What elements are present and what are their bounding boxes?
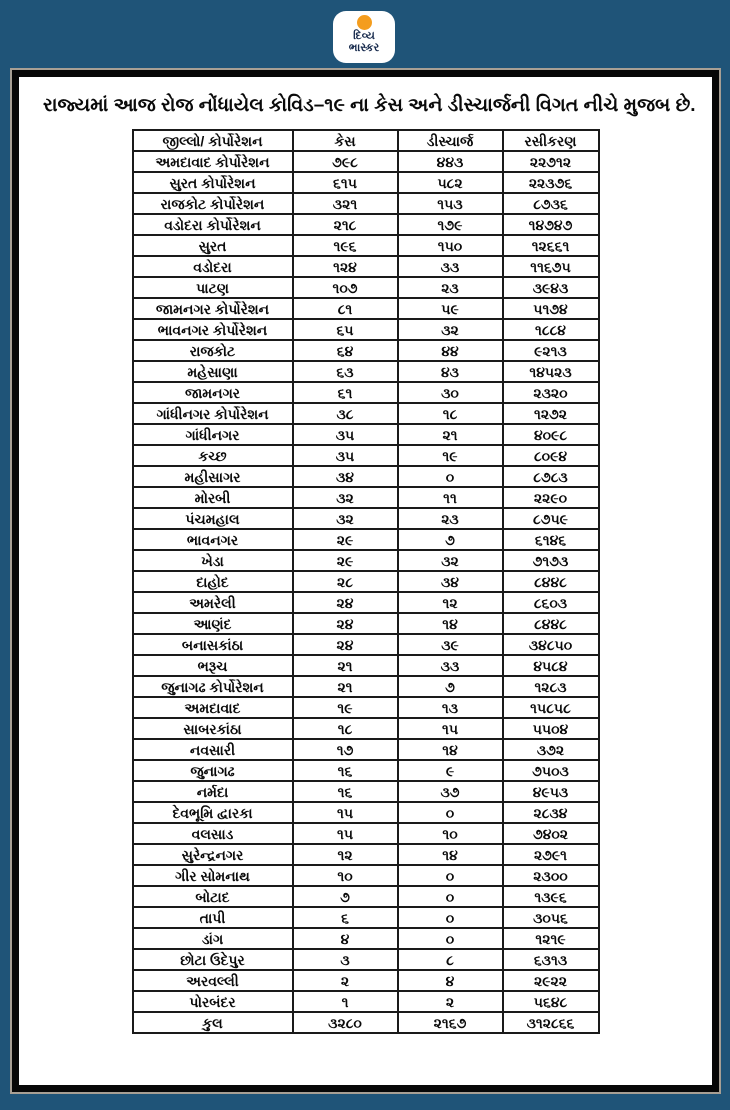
value-cell: ૯	[398, 760, 503, 781]
value-cell: ૧૬	[293, 760, 398, 781]
value-cell: ૧૬	[293, 781, 398, 802]
value-cell: ૫૬૪૮	[503, 991, 599, 1012]
value-cell: ૨૨૯૦	[503, 487, 599, 508]
report-title: રાજ્યમાં આજ રોજ નોંધાયેલ કોવિડ–૧૯ ના કેસ અને ડીસ્ચાર્જની વિગત નીચે મુજબ છે.	[43, 95, 696, 116]
value-cell: ૧૦	[293, 865, 398, 886]
table-row	[133, 340, 599, 361]
district-cell: અરવલ્લી	[133, 970, 293, 991]
district-cell: કચ્છ	[133, 445, 293, 466]
district-cell: પંચમહાલ	[133, 508, 293, 529]
table-row	[133, 298, 599, 319]
logo-text-line2: ભાસ્કર	[348, 41, 380, 54]
value-cell: ૬૩	[293, 361, 398, 382]
district-cell: વડોદરા	[133, 256, 293, 277]
value-cell: ૫૧૭૪	[503, 298, 599, 319]
table-row	[133, 529, 599, 550]
value-cell: ૮૪૪૮	[503, 613, 599, 634]
value-cell: ૨૧	[398, 424, 503, 445]
district-cell: મહીસાગર	[133, 466, 293, 487]
value-cell: ૩૭	[398, 781, 503, 802]
value-cell: ૧૨	[293, 844, 398, 865]
value-cell: ૧૮	[293, 718, 398, 739]
table-row	[133, 739, 599, 760]
table-row	[133, 382, 599, 403]
value-cell: ૩૨૮૦	[293, 1012, 398, 1033]
district-cell: રાજકોટ કોર્પોરેશન	[133, 193, 293, 214]
table-row	[133, 151, 599, 172]
table-row	[133, 991, 599, 1012]
value-cell: ૧૦૭	[293, 277, 398, 298]
value-cell: ૦	[398, 928, 503, 949]
value-cell: ૧૧	[398, 487, 503, 508]
district-cell: સુરત	[133, 235, 293, 256]
table-row	[133, 172, 599, 193]
value-cell: ૨૩૦૦	[503, 865, 599, 886]
logo-orange-dot-icon	[357, 15, 372, 30]
value-cell: ૩૭૨	[503, 739, 599, 760]
value-cell: ૨૨૩૭૬	[503, 172, 599, 193]
table-row	[133, 445, 599, 466]
table-row	[133, 319, 599, 340]
value-cell: ૪૪૩	[398, 151, 503, 172]
value-cell: ૨૪	[293, 634, 398, 655]
value-cell: ૧૦	[398, 823, 503, 844]
district-cell: પાટણ	[133, 277, 293, 298]
value-cell: ૧૫૦	[398, 235, 503, 256]
value-cell: ૮૧	[293, 298, 398, 319]
value-cell: ૩૨	[293, 508, 398, 529]
value-cell: ૧૫	[293, 823, 398, 844]
value-cell: ૨	[398, 991, 503, 1012]
header-vaccination: રસીકરણ	[503, 130, 599, 151]
value-cell: ૬૩૧૩	[503, 949, 599, 970]
value-cell: ૨૯	[293, 529, 398, 550]
value-cell: ૪૦૯૮	[503, 424, 599, 445]
value-cell: ૩૪	[293, 466, 398, 487]
district-cell: નર્મદા	[133, 781, 293, 802]
table-row	[133, 508, 599, 529]
value-cell: ૬૧૫	[293, 172, 398, 193]
header-district-corporation: જીલ્લો/ કોર્પોરેશન	[133, 130, 293, 151]
value-cell: ૧૪૫૨૩	[503, 361, 599, 382]
value-cell: ૪	[293, 928, 398, 949]
table-row	[133, 781, 599, 802]
value-cell: ૩૩	[398, 655, 503, 676]
value-cell: ૮૬૦૩	[503, 592, 599, 613]
covid-data-table	[132, 129, 600, 1034]
district-cell: રાજકોટ	[133, 340, 293, 361]
value-cell: ૪૩	[398, 361, 503, 382]
district-cell: છોટા ઉદેપુર	[133, 949, 293, 970]
value-cell: ૧૩૯૬	[503, 886, 599, 907]
table-row	[133, 235, 599, 256]
value-cell: ૧૨૬૬૧	[503, 235, 599, 256]
value-cell: ૩૯૪૩	[503, 277, 599, 298]
district-cell: ગાંધીનગર કોર્પોરેશન	[133, 403, 293, 424]
value-cell: ૩૨	[293, 487, 398, 508]
district-cell: અમદાવાદ કોર્પોરેશન	[133, 151, 293, 172]
district-cell: તાપી	[133, 907, 293, 928]
district-cell: ભાવનગર કોર્પોરેશન	[133, 319, 293, 340]
value-cell: ૧૪	[398, 844, 503, 865]
value-cell: ૨૩૨૦	[503, 382, 599, 403]
value-cell: ૩૦	[398, 382, 503, 403]
value-cell: ૪૯૫૩	[503, 781, 599, 802]
value-cell: ૨૪	[293, 613, 398, 634]
value-cell: ૭૫૦૩	[503, 760, 599, 781]
district-cell: મોરબી	[133, 487, 293, 508]
table-row	[133, 613, 599, 634]
district-cell: અમદાવાદ	[133, 697, 293, 718]
table-row	[133, 760, 599, 781]
district-cell: બનાસકાંઠા	[133, 634, 293, 655]
district-cell: ખેડા	[133, 550, 293, 571]
value-cell: ૮	[398, 949, 503, 970]
value-cell: ૩૨૧	[293, 193, 398, 214]
value-cell: ૧૨	[398, 592, 503, 613]
district-cell: સાબરકાંઠા	[133, 718, 293, 739]
value-cell: ૩૦૫૬	[503, 907, 599, 928]
table-row	[133, 676, 599, 697]
value-cell: ૩૫	[293, 445, 398, 466]
value-cell: ૦	[398, 466, 503, 487]
value-cell: ૧૪૭૪૭	[503, 214, 599, 235]
district-cell: પોરબંદર	[133, 991, 293, 1012]
table-row	[133, 655, 599, 676]
value-cell: ૬૧	[293, 382, 398, 403]
value-cell: ૩	[293, 949, 398, 970]
value-cell: ૭	[398, 676, 503, 697]
value-cell: ૩૩	[398, 256, 503, 277]
value-cell: ૮૭૩૬	[503, 193, 599, 214]
value-cell: ૨૨૭૧૨	[503, 151, 599, 172]
value-cell: ૭૪૦૨	[503, 823, 599, 844]
value-cell: ૧૫	[398, 718, 503, 739]
value-cell: ૨૯૨૨	[503, 970, 599, 991]
table-total-row	[133, 1012, 599, 1033]
value-cell: ૭	[398, 529, 503, 550]
table-body	[133, 151, 599, 1033]
value-cell: ૭૧૭૩	[503, 550, 599, 571]
district-cell: ગીર સોમનાથ	[133, 865, 293, 886]
table-row	[133, 592, 599, 613]
value-cell: ૧૫૩	[398, 193, 503, 214]
district-cell: દાહોદ	[133, 571, 293, 592]
value-cell: ૨૮	[293, 571, 398, 592]
table-row	[133, 697, 599, 718]
value-cell: ૧૯	[398, 445, 503, 466]
table-row	[133, 928, 599, 949]
district-cell: દેવભૂમિ દ્વારકા	[133, 802, 293, 823]
logo-wordmark	[349, 31, 379, 54]
table-row	[133, 487, 599, 508]
value-cell: ૨	[293, 970, 398, 991]
value-cell: ૨૩	[398, 508, 503, 529]
value-cell: ૪૪	[398, 340, 503, 361]
value-cell: ૦	[398, 907, 503, 928]
district-cell: ભરૂચ	[133, 655, 293, 676]
value-cell: ૧	[293, 991, 398, 1012]
district-cell: વડોદરા કોર્પોરેશન	[133, 214, 293, 235]
value-cell: ૯૨૧૩	[503, 340, 599, 361]
divya-bhaskar-logo	[333, 11, 395, 63]
value-cell: ૦	[398, 865, 503, 886]
district-cell: વલસાડ	[133, 823, 293, 844]
district-cell: અમરેલી	[133, 592, 293, 613]
value-cell: ૬૫	[293, 319, 398, 340]
value-cell: ૮૭૮૩	[503, 466, 599, 487]
district-cell: સુરત કોર્પોરેશન	[133, 172, 293, 193]
table-row	[133, 718, 599, 739]
value-cell: ૨૪	[293, 592, 398, 613]
table-row	[133, 403, 599, 424]
value-cell: ૨૭૯૧	[503, 844, 599, 865]
value-cell: ૩૯	[398, 634, 503, 655]
table-header-row	[133, 130, 599, 151]
value-cell: ૧૯૬	[293, 235, 398, 256]
table-row	[133, 844, 599, 865]
district-cell: જામનગર	[133, 382, 293, 403]
district-cell: મહેસાણા	[133, 361, 293, 382]
value-cell: ૩૨	[398, 319, 503, 340]
district-cell: જુનાગઢ કોર્પોરેશન	[133, 676, 293, 697]
value-cell: ૮૪૪૮	[503, 571, 599, 592]
value-cell: ૭૯૮	[293, 151, 398, 172]
value-cell: ૧૪	[398, 739, 503, 760]
value-cell: ૬૪	[293, 340, 398, 361]
value-cell: ૧૨૧૯	[503, 928, 599, 949]
value-cell: ૧૨૪	[293, 256, 398, 277]
district-cell: ગાંધીનગર	[133, 424, 293, 445]
table-row	[133, 256, 599, 277]
value-cell: ૦	[398, 802, 503, 823]
table-row	[133, 466, 599, 487]
district-cell: જુનાગઢ	[133, 760, 293, 781]
table-row	[133, 886, 599, 907]
value-cell: ૩૧૨૮૬૬	[503, 1012, 599, 1033]
district-cell: નવસારી	[133, 739, 293, 760]
logo-text-line1: દિવ્ય	[353, 30, 375, 42]
table-row	[133, 550, 599, 571]
value-cell: ૫૫૦૪	[503, 718, 599, 739]
value-cell: ૧૭૯	[398, 214, 503, 235]
value-cell: ૧૪	[398, 613, 503, 634]
value-cell: ૨૮૩૪	[503, 802, 599, 823]
district-cell: ડાંગ	[133, 928, 293, 949]
value-cell: ૩૮	[293, 403, 398, 424]
header-discharge: ડીસ્ચાર્જ	[398, 130, 503, 151]
value-cell: ૨૩	[398, 277, 503, 298]
table-row	[133, 907, 599, 928]
value-cell: ૨૯	[293, 550, 398, 571]
table-row	[133, 193, 599, 214]
value-cell: ૧૫૮૫૮	[503, 697, 599, 718]
value-cell: ૨૧૬૭	[398, 1012, 503, 1033]
table-row	[133, 949, 599, 970]
value-cell: ૧૨૭૨	[503, 403, 599, 424]
value-cell: ૨૧	[293, 655, 398, 676]
table-row	[133, 361, 599, 382]
value-cell: ૬	[293, 907, 398, 928]
district-cell: આણંદ	[133, 613, 293, 634]
table-row	[133, 823, 599, 844]
value-cell: ૩૨	[398, 550, 503, 571]
table-row	[133, 865, 599, 886]
value-cell: ૬૧૪૬	[503, 529, 599, 550]
value-cell: ૧૨૮૩	[503, 676, 599, 697]
value-cell: ૩૫	[293, 424, 398, 445]
value-cell: ૨૧	[293, 676, 398, 697]
value-cell: ૩૪	[398, 571, 503, 592]
table-row	[133, 214, 599, 235]
value-cell: ૧૫	[293, 802, 398, 823]
table-row	[133, 424, 599, 445]
value-cell: ૫૮૨	[398, 172, 503, 193]
table-row	[133, 970, 599, 991]
value-cell: ૨૧૮	[293, 214, 398, 235]
district-cell: જામનગર કોર્પોરેશન	[133, 298, 293, 319]
value-cell: ૧૯	[293, 697, 398, 718]
value-cell: ૧૮૮૪	[503, 319, 599, 340]
district-cell: કુલ	[133, 1012, 293, 1033]
table-row	[133, 634, 599, 655]
value-cell: ૭	[293, 886, 398, 907]
table-row	[133, 277, 599, 298]
district-cell: સુરેન્દ્રનગર	[133, 844, 293, 865]
table-row	[133, 571, 599, 592]
report-card	[12, 70, 719, 1092]
district-cell: ભાવનગર	[133, 529, 293, 550]
value-cell: ૧૧૬૭૫	[503, 256, 599, 277]
value-cell: ૧૮	[398, 403, 503, 424]
value-cell: ૮૭૫૯	[503, 508, 599, 529]
value-cell: ૩૪૮૫૦	[503, 634, 599, 655]
value-cell: ૮૦૯૪	[503, 445, 599, 466]
district-cell: બોટાદ	[133, 886, 293, 907]
value-cell: ૪૫૮૪	[503, 655, 599, 676]
header-cases: કેસ	[293, 130, 398, 151]
value-cell: ૪	[398, 970, 503, 991]
value-cell: ૧૭	[293, 739, 398, 760]
value-cell: ૦	[398, 886, 503, 907]
table-row	[133, 802, 599, 823]
value-cell: ૫૯	[398, 298, 503, 319]
value-cell: ૧૩	[398, 697, 503, 718]
